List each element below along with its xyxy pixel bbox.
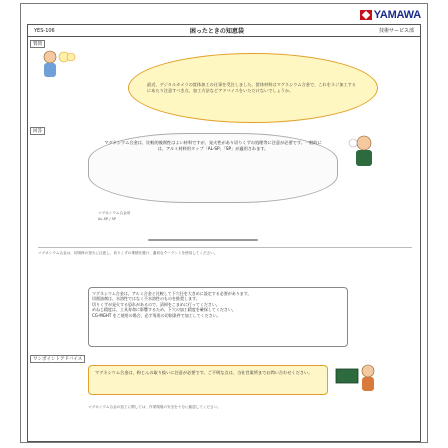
teacher-illustration-icon <box>344 131 384 171</box>
table-row: めねじ精度は、工具寿命に影響するため、下穴の加工精度を確保してください。 <box>92 307 236 313</box>
advice-box <box>88 365 328 395</box>
answer-text: マグネシウム合金は、比較的被削性はよい材料ですが、発火性があり切りくずの処理等に注意が必要です。一般的には、アルミ材料用タップ「AL-SP」「SP」が適用されます。 <box>104 140 322 151</box>
table-row: 切削油剤は、水溶性ではなく不水溶性のものを推奨します。 <box>92 296 200 302</box>
question-label: 質問 <box>30 40 45 48</box>
tool-image <box>148 239 258 241</box>
brand-logo <box>360 8 421 22</box>
advice-label: ワンポイントアドバイス <box>30 355 85 363</box>
answer-cloud <box>88 133 338 203</box>
advice-text: マグネシウム合金は、粉じんの取り扱いに注意が必要です。ご不明な点は、当社営業所までお問い合わせください。 <box>95 370 313 375</box>
sheet-title: 困ったときの知恵袋 <box>189 28 244 35</box>
table-row: CG-MGHT をご使用の場合、必ず専用の切削条件で加工してください。 <box>92 312 221 318</box>
person-illustration-icon <box>36 47 76 87</box>
sheet-code: YES-106 <box>34 27 55 34</box>
sheet-header <box>28 25 420 37</box>
caption-line-2: AL-SP / SP <box>98 217 117 221</box>
document-page <box>20 3 428 443</box>
sheet-dept: 技術サービス部 <box>378 28 414 34</box>
footnote-text: マグネシウム合金の加工に関しては、作業環境の安全を十分に確認してください。 <box>88 405 221 409</box>
note-text: マグネシウム合金は、切削時の発火に注意し、切りくずの堆積を避け、適切なクーラントを使用してください。 <box>38 251 218 255</box>
condition-table <box>88 287 348 347</box>
question-bubble <box>128 53 378 123</box>
yamawa-mark-icon <box>360 10 372 20</box>
table-row: 切りくずが発火する恐れがあるので、清掃をこまめに行ってください。 <box>92 301 220 307</box>
divider <box>38 247 412 248</box>
sheet-body <box>27 24 421 442</box>
table-row: マグネシウム合金は、アルミ合金と比較して下穴径を大きめに設定する必要があります。 <box>92 291 252 296</box>
brand-name: YAMAWA <box>373 9 421 21</box>
caption-line-1: マグネシウム合金用 <box>98 211 131 215</box>
question-text: 最近、デジタルカメラの筐体加工の仕事を受注しました。筐体材料はマグネシウム合金で、これをネジ加工するにあたり注意すべき点、加工方法などアドバイスをいただけないでしょうか。 <box>147 82 356 93</box>
answer-label: 回答 <box>30 127 45 135</box>
advisor-illustration-icon <box>332 361 382 401</box>
